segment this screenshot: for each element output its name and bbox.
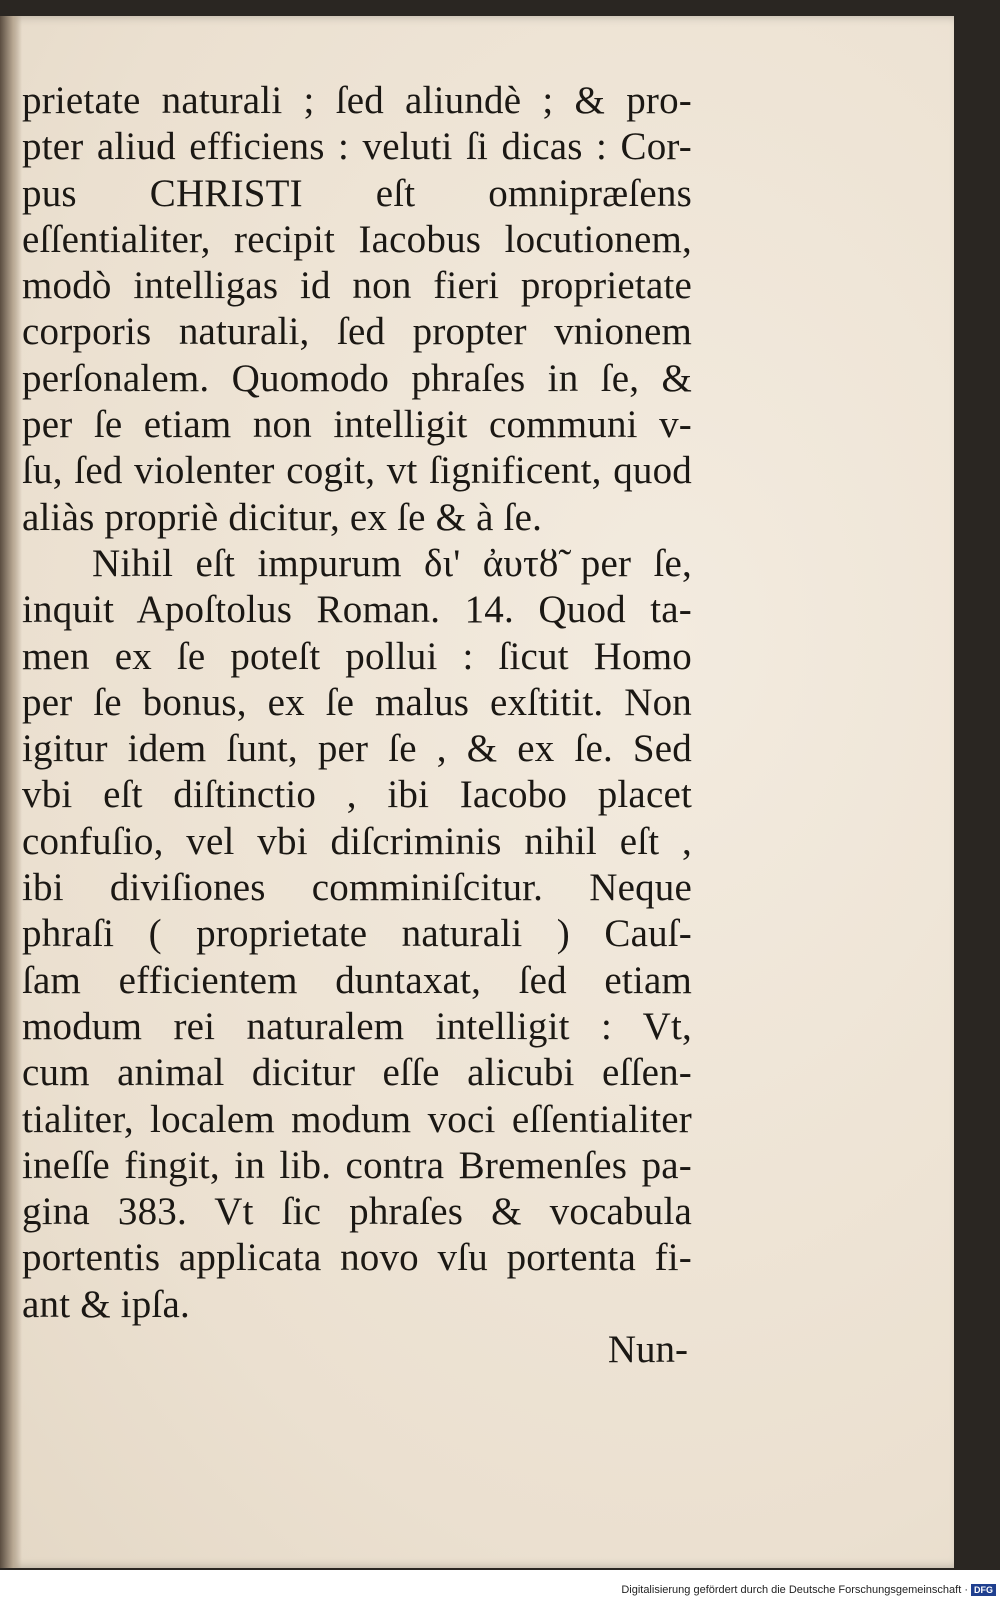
text-line-21: modum rei naturalem intelligit : Vt,	[22, 1004, 692, 1048]
text-line-5: modò intelligas id non fieri proprietate	[22, 264, 692, 308]
text-line-3: pus CHRISTI eſt omnipræſens	[22, 171, 692, 215]
text-line-27: ant & ipſa.	[22, 1282, 190, 1326]
text-line-11: Nihil eſt impurum δι' ἀυτȣ̃ per ſe,	[92, 541, 692, 585]
text-line-16: vbi eſt diſtinctio , ibi Iacobo placet	[22, 773, 692, 817]
text-line-4: eſſentialiter, recipit Iacobus locutionem,	[22, 217, 692, 261]
page-text	[22, 78, 692, 1328]
text-line-7: perſonalem. Quomodo phraſes in ſe, &	[22, 356, 692, 400]
text-line-10: aliàs propriè dicitur, ex ſe & à ſe.	[22, 495, 543, 539]
text-line-15: igitur idem ſunt, per ſe , & ex ſe. Sed	[22, 727, 692, 771]
credit-text: Digitalisierung gefördert durch die Deutsche Forschungsgemeinschaft ·	[621, 1584, 968, 1596]
text-line-19: phraſi ( proprietate naturali ) Cauſ-	[22, 912, 692, 956]
text-line-8: per ſe etiam non intelligit communi v-	[22, 403, 692, 447]
text-line-17: confuſio, vel vbi diſcriminis nihil eſt ,	[22, 819, 692, 863]
dfg-logo: DFG	[971, 1584, 996, 1596]
text-line-25: gina 383. Vt ſic phraſes & vocabula	[22, 1190, 692, 1234]
text-line-20: ſam efficientem duntaxat, ſed etiam	[22, 958, 692, 1002]
text-line-1: prietate naturali ; ſed aliundè ; & pro-	[22, 79, 692, 122]
text-line-2: pter aliud efficiens : veluti ſi dicas : Cor-	[22, 125, 692, 169]
text-line-24: ineſſe fingit, in lib. contra Bremenſes pa-	[22, 1143, 692, 1187]
text-line-6: corporis naturali, ſed propter vnionem	[22, 310, 692, 354]
text-line-9: ſu, ſed violenter cogit, vt ſignificent, quod	[22, 449, 692, 493]
text-line-18: ibi diviſiones comminiſcitur. Neque	[22, 866, 692, 910]
text-line-22: cum animal dicitur eſſe alicubi eſſen-	[22, 1051, 692, 1095]
digitization-credit	[621, 1584, 996, 1596]
text-line-23: tialiter, localem modum voci eſſentialiter	[22, 1097, 692, 1141]
catchword: Nun-	[607, 1328, 688, 1371]
text-line-26: portentis applicata novo vſu portenta fi-	[22, 1236, 692, 1280]
text-line-12: inquit Apoſtolus Roman. 14. Quod ta-	[22, 588, 692, 632]
page-gutter-shadow	[0, 16, 22, 1568]
text-line-13: men ex ſe poteſt pollui : ſicut Homo	[22, 634, 692, 678]
text-line-14: per ſe bonus, ex ſe malus exſtitit. Non	[22, 680, 692, 724]
